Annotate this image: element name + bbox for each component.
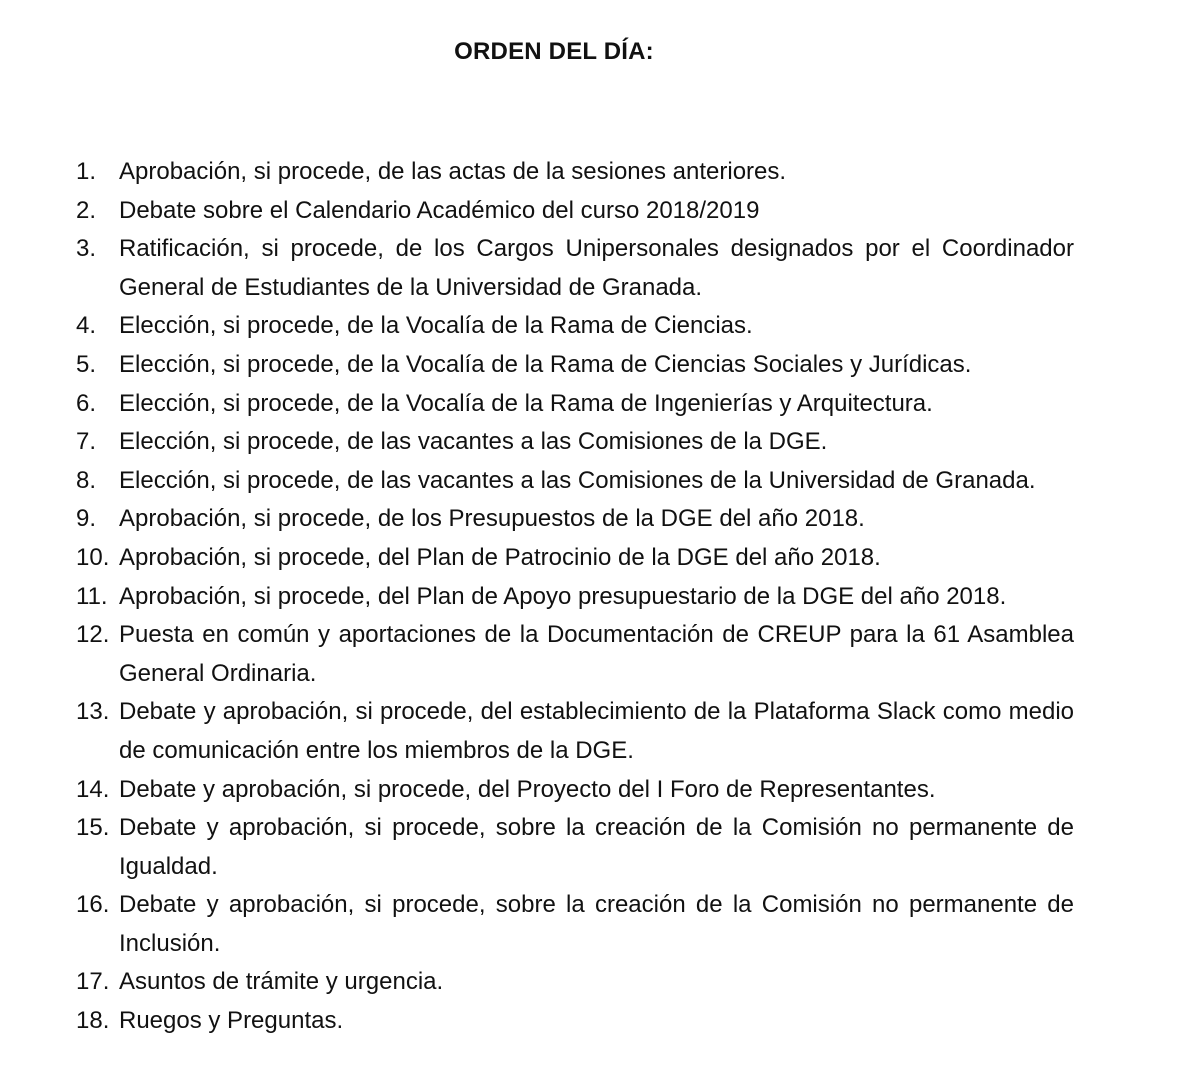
agenda-item <box>76 423 1074 462</box>
agenda-item <box>76 500 1074 539</box>
agenda-list <box>76 153 1074 1041</box>
agenda-item <box>76 1002 1074 1041</box>
agenda-item-text: Ruegos y Preguntas. <box>119 1007 344 1035</box>
agenda-item <box>76 693 1074 770</box>
agenda-item-number: 4. <box>76 312 97 340</box>
agenda-item-text: Debate y aprobación, si procede, del establecimiento de la Plataforma Slack como medio de comunicación entre los miembros de la DGE. <box>119 698 1074 764</box>
agenda-item-number: 5. <box>76 350 97 378</box>
agenda-item-number: 6. <box>76 389 97 417</box>
agenda-item <box>76 539 1074 578</box>
agenda-item-number: 3. <box>76 235 97 263</box>
agenda-item <box>76 809 1074 886</box>
agenda-item <box>76 462 1074 501</box>
agenda-item-text: Elección, si procede, de las vacantes a las Comisiones de la Universidad de Granada. <box>119 466 1036 494</box>
agenda-item-number: 8. <box>76 466 97 494</box>
agenda-item-text: Elección, si procede, de la Vocalía de la Rama de Ciencias Sociales y Jurídicas. <box>119 350 972 378</box>
agenda-item-text: Aprobación, si procede, de los Presupuestos de la DGE del año 2018. <box>119 505 865 533</box>
agenda-item-number: 10. <box>76 543 110 571</box>
agenda-item-text: Debate y aprobación, si procede, del Proyecto del I Foro de Representantes. <box>119 775 936 803</box>
agenda-item <box>76 230 1074 307</box>
agenda-item-text: Puesta en común y aportaciones de la Documentación de CREUP para la 61 Asamblea General Ordinaria. <box>119 621 1074 687</box>
agenda-item <box>76 385 1074 424</box>
document-title: ORDEN DEL DÍA: <box>454 38 654 65</box>
agenda-item <box>76 578 1074 617</box>
agenda-item-number: 17. <box>76 968 110 996</box>
agenda-item-text: Aprobación, si procede, del Plan de Apoyo presupuestario de la DGE del año 2018. <box>119 582 1007 610</box>
agenda-item-number: 18. <box>76 1007 110 1035</box>
agenda-item-number: 12. <box>76 621 110 649</box>
agenda-item <box>76 771 1074 810</box>
agenda-item-text: Aprobación, si procede, de las actas de la sesiones anteriores. <box>119 158 787 185</box>
agenda-item-number: 9. <box>76 505 97 533</box>
agenda-item <box>76 963 1074 1002</box>
agenda-item-text: Debate y aprobación, si procede, sobre la creación de la Comisión no permanente de Inclusión. <box>119 891 1074 957</box>
agenda-item-number: 11. <box>76 582 108 610</box>
agenda-item-number: 16. <box>76 891 110 919</box>
agenda-item-number: 15. <box>76 814 110 842</box>
agenda-item-text: Elección, si procede, de la Vocalía de la Rama de Ingenierías y Arquitectura. <box>119 389 933 417</box>
agenda-item-text: Asuntos de trámite y urgencia. <box>119 968 444 996</box>
agenda-item-text: Debate sobre el Calendario Académico del curso 2018/2019 <box>119 196 760 224</box>
agenda-item <box>76 346 1074 385</box>
agenda-item-text: Elección, si procede, de la Vocalía de la Rama de Ciencias. <box>119 312 753 340</box>
agenda-item <box>76 886 1074 963</box>
agenda-item-text: Debate y aprobación, si procede, sobre la creación de la Comisión no permanente de Igualdad. <box>119 814 1074 880</box>
agenda-item <box>76 153 1074 192</box>
agenda-item-number: 1. <box>76 158 97 185</box>
agenda-item-text: Aprobación, si procede, del Plan de Patrocinio de la DGE del año 2018. <box>119 543 881 571</box>
agenda-item-text: Ratificación, si procede, de los Cargos Unipersonales designados por el Coordinador General de Estudiantes de la Universidad de Granada. <box>119 235 1074 301</box>
agenda-item <box>76 307 1074 346</box>
agenda-item-number: 2. <box>76 196 97 224</box>
agenda-item-number: 14. <box>76 775 110 803</box>
agenda-item-text: Elección, si procede, de las vacantes a las Comisiones de la DGE. <box>119 428 828 456</box>
agenda-item <box>76 616 1074 693</box>
agenda-item <box>76 192 1074 231</box>
agenda-item-number: 7. <box>76 428 97 456</box>
agenda-item-number: 13. <box>76 698 110 726</box>
